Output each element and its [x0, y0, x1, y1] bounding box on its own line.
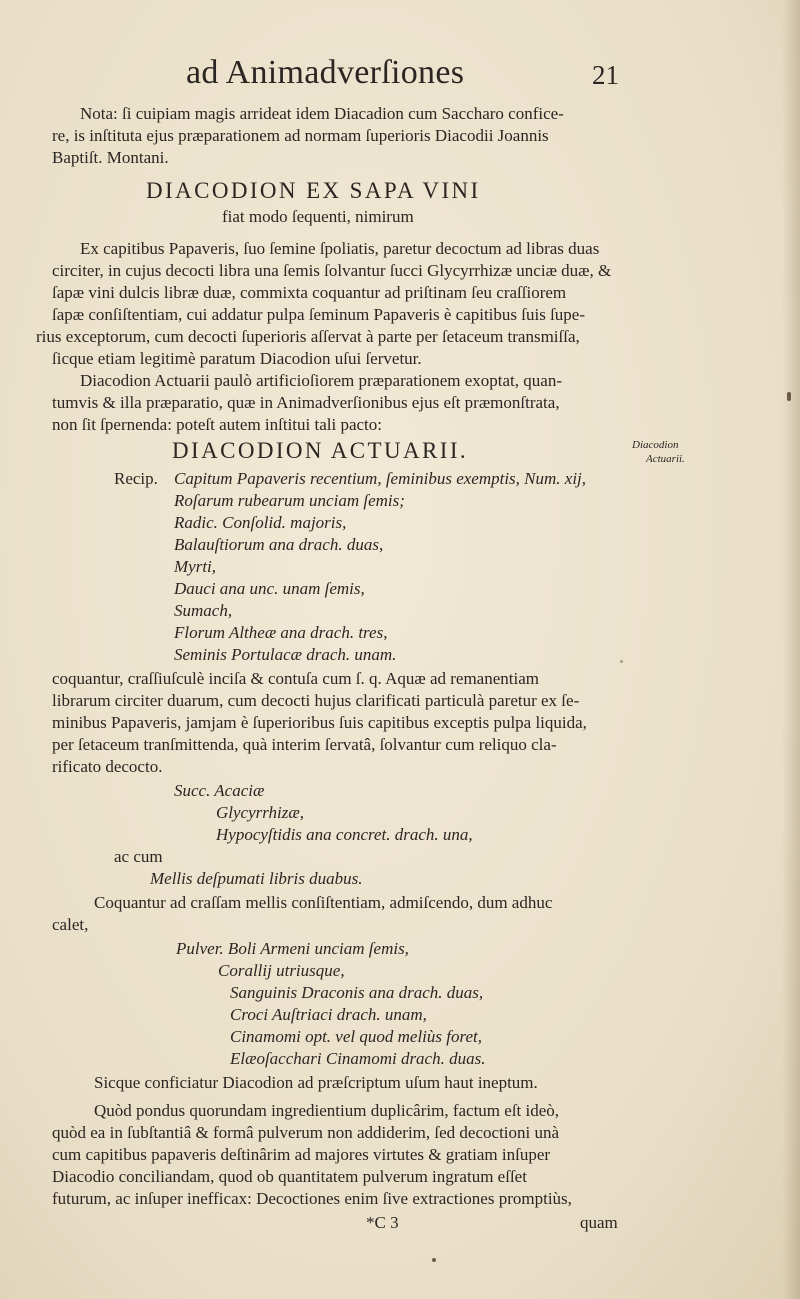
text-line: tumvis & illa præparatio, quæ in Animadverſionibus ejus eſt præmonſtrata,	[52, 393, 560, 412]
ingredient-line: Croci Auſtriaci drach. unam,	[230, 1005, 427, 1024]
ingredient-line: Hypocyſtidis ana concret. drach. una,	[216, 825, 473, 844]
section-subheading: fiat modo ſequenti, nimirum	[222, 207, 414, 226]
text-line: quòd ea in ſubſtantiâ & formâ pulverum non addiderim, ſed decoctioni unà	[52, 1123, 560, 1142]
text-line: rius exceptorum, cum decocti ſuperioris aſſervat à parte per ſetaceum transmiſſa,	[36, 327, 580, 346]
ink-speck	[432, 1258, 436, 1262]
page-edge-shadow	[782, 0, 800, 1299]
text-line: cum capitibus papaveris deſtinârim ad majores virtutes & gratiam inſuper	[52, 1145, 551, 1164]
ingredient-line: Myrti,	[174, 557, 217, 576]
text-line: futurum, ac inſuper inefficax: Decoctiones enim ſive extractiones promptiùs,	[52, 1189, 572, 1208]
section-heading: DIACODION ACTUARII.	[172, 438, 469, 463]
text-line: circiter, in cujus decocti libra una ſemis ſolvantur ſucci Glycyrrhizæ unciæ duæ, &	[52, 261, 612, 280]
ingredient-line: Sumach,	[174, 601, 233, 620]
text-line: Diacodio conciliandam, quod ob quantitatem pulverum ingratum eſſet	[52, 1167, 527, 1186]
ingredient-line: Dauci ana unc. unam ſemis,	[174, 579, 365, 598]
ingredient-line: Capitum Papaveris recentium, ſeminibus exemptis, Num. xij,	[174, 469, 587, 488]
running-title: ad Animadverſiones	[186, 54, 465, 91]
text-line: rificato decocto.	[52, 757, 163, 776]
text-line: Coquantur ad craſſam mellis conſiſtentiam, admiſcendo, dum adhuc	[94, 893, 553, 912]
ink-speck	[620, 660, 623, 663]
text-line: Baptiſt. Montani.	[52, 148, 169, 167]
text-line: non ſit ſpernenda: poteſt autem inſtitui tali pacto:	[52, 415, 383, 434]
ingredient-line: Elæoſacchari Cinamomi drach. duas.	[230, 1049, 486, 1068]
ingredient-line: Balauſtiorum ana drach. duas,	[174, 535, 384, 554]
text-line: Quòd pondus quorundam ingredientium duplicârim, factum eſt ideò,	[94, 1101, 560, 1120]
ingredient-line: Cinamomi opt. vel quod meliùs foret,	[230, 1027, 482, 1046]
text-line: minibus Papaveris, jamjam è ſuperioribus ſuis capitibus exceptis pulpa liquida,	[52, 713, 587, 732]
ingredient-line: Pulver. Boli Armeni unciam ſemis,	[176, 939, 409, 958]
text-line: librarum circiter duarum, cum decocti hujus clarificati particulà paretur ex ſe-	[52, 691, 580, 710]
margin-note-line: Actuarii.	[646, 453, 685, 465]
section-heading: DIACODION EX SAPA VINI	[146, 178, 481, 203]
text-line: Nota: ſi cuipiam magis arrideat idem Diacadion cum Saccharo confice-	[80, 104, 564, 123]
text-line: ſapæ vini dulcis libræ duæ, commixta coquantur ad priſtinam ſeu craſſiorem	[52, 283, 567, 302]
ingredient-line: Florum Altheæ ana drach. tres,	[174, 623, 388, 642]
text-line: re, is inſtituta ejus præparationem ad normam ſuperioris Diacodii Joannis	[52, 126, 549, 145]
ingredient-line: Sanguinis Draconis ana drach. duas,	[230, 983, 484, 1002]
text-line: Ex capitibus Papaveris, ſuo ſemine ſpoliatis, paretur decoctum ad libras duas	[80, 239, 600, 258]
ingredient-line: Radic. Conſolid. majoris,	[174, 513, 347, 532]
text-line: ac cum	[114, 847, 163, 866]
ingredient-line: Seminis Portulacæ drach. unam.	[174, 645, 397, 664]
ingredient-line: Succ. Acaciæ	[174, 781, 265, 800]
recipe-label: Recip.	[114, 469, 158, 488]
text-line: ſapæ conſiſtentiam, cui addatur pulpa ſeminum Papaveris è capitibus ſuis ſupe-	[52, 305, 586, 324]
ink-speck	[787, 392, 791, 401]
ingredient-line: Mellis deſpumati libris duabus.	[150, 869, 363, 888]
ingredient-line: Glycyrrhizæ,	[216, 803, 304, 822]
text-line: calet,	[52, 915, 89, 934]
text-line: per ſetaceum tranſmittenda, quà interim ſervatâ, ſolvantur cum reliquo cla-	[52, 735, 557, 754]
page-number: 21	[592, 60, 619, 90]
ingredient-line: Corallij utriusque,	[218, 961, 345, 980]
text-line: coquantur, craſſiuſculè inciſa & contuſa cum ſ. q. Aquæ ad remanentiam	[52, 669, 539, 688]
margin-note-line: Diacodion	[632, 439, 679, 451]
text-line: ſicque etiam legitimè paratum Diacodion uſui ſervetur.	[52, 349, 422, 368]
ingredient-line: Roſarum rubearum unciam ſemis;	[174, 491, 405, 510]
catchword: quam	[580, 1213, 618, 1232]
text-line: Diacodion Actuarii paulò artificioſiorem præparationem exoptat, quan-	[80, 371, 562, 390]
text-line: Sicque conficiatur Diacodion ad præſcriptum uſum haut ineptum.	[94, 1073, 538, 1092]
signature-mark: *C 3	[366, 1213, 399, 1232]
